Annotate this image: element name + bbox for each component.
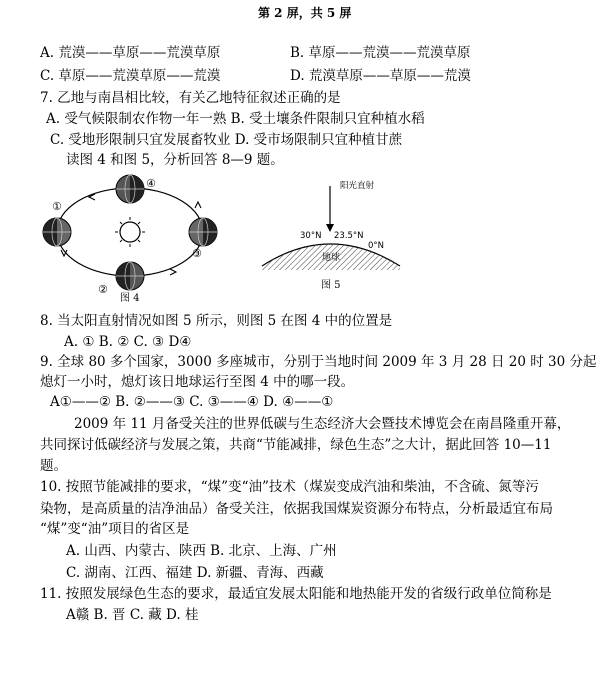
q10-options-cd: C. 湖南、江西、福建 D. 新疆、青海、西藏 xyxy=(66,565,324,581)
read-intro: 读图 4 和图 5，分析回答 8—9 题。 xyxy=(66,152,284,168)
q8-options: A. ① B. ② C. ③ D④ xyxy=(64,334,192,350)
fig4-label-4: ④ xyxy=(146,177,156,190)
fig4-label-3: ③ xyxy=(192,247,202,260)
q6-option-c: C. 草原——荒漠草原——荒漠 xyxy=(40,68,221,84)
q10-line-3: “煤”变“油”项目的省区是 xyxy=(40,521,190,537)
earth-top-icon xyxy=(116,175,144,203)
figure-5-caption: 图 5 xyxy=(321,280,341,291)
q11-stem: 11. 按照发展绿色生态的要求，最适宜发展太阳能和地热能开发的省级行政单位简称是 xyxy=(40,586,552,602)
orbit-arrow-right xyxy=(195,202,201,208)
q10-line-2: 染物，是高质量的洁净油品）备受关注，依据我国煤炭资源分布特点，分析最适宜布局 xyxy=(40,501,553,517)
figure-4-orbit xyxy=(40,172,245,302)
q9-options: A①——② B. ②——③ C. ③——④ D. ④——① xyxy=(50,394,334,410)
sun-ray-arrowhead xyxy=(326,224,334,232)
figure-5-sun-rays xyxy=(256,180,406,290)
q6-option-a: A. 荒漠——草原——荒漠草原 xyxy=(40,45,221,61)
q9-line-1: 9. 全球 80 多个国家，3000 多座城市，分别于当地时间 2009 年 3 月 28 日 20 时 30 分起 xyxy=(40,354,597,370)
fig4-label-2: ② xyxy=(98,283,108,296)
sun-ray-label: 阳光直射 xyxy=(340,181,375,191)
q7-options-ab: A. 受气候限制农作物一年一熟 B. 受土壤条件限制只宜种植水稻 xyxy=(46,111,425,127)
passage-line-1: 2009 年 11 月备受关注的世界低碳与生态经济大会暨技术博览会在南昌隆重开幕， xyxy=(74,416,571,432)
earth-label: 地球 xyxy=(322,253,341,263)
page-header: 第 2 屏，共 5 屏 xyxy=(258,6,352,20)
q10-line-1: 10. 按照节能减排的要求，“煤”变“油”技术（煤炭变成汽油和柴油，不含硫、氮等污 xyxy=(40,479,539,495)
sun-icon xyxy=(115,217,145,247)
q7-options-cd: C. 受地形限制只宜发展畜牧业 D. 受市场限制只宜种植甘蔗 xyxy=(50,132,403,148)
q10-options-ab: A. 山西、内蒙古、陕西 B. 北京、上海、广州 xyxy=(66,543,337,559)
earth-right-icon xyxy=(189,218,217,246)
q8-stem: 8. 当太阳直射情况如图 5 所示，则图 5 在图 4 中的位置是 xyxy=(40,313,393,329)
q7-stem: 7. 乙地与南昌相比较，有关乙地特征叙述正确的是 xyxy=(40,90,341,106)
passage-line-2: 共同探讨低碳经济与发展之策，共商“节能减排，绿色生态”之大计，据此回答 10—11 xyxy=(40,437,552,453)
orbit-arrow-bottom xyxy=(170,269,176,275)
earth-left-icon xyxy=(43,218,71,246)
q9-line-2: 熄灯一小时，熄灯该日地球运行至图 4 中的哪一段。 xyxy=(40,374,355,390)
passage-line-3: 题。 xyxy=(40,458,67,474)
lat-0-label: 0°N xyxy=(368,241,385,251)
q6-option-b: B. 草原——荒漠——荒漠草原 xyxy=(290,45,471,61)
fig4-label-1: ① xyxy=(52,200,62,213)
q6-option-d: D. 荒漠草原——草原——荒漠 xyxy=(290,68,471,84)
earth-bottom-icon xyxy=(116,262,144,290)
lat-235-label: 23.5°N xyxy=(334,231,364,241)
q11-options: A赣 B. 晋 C. 藏 D. 桂 xyxy=(66,607,199,623)
figure-4-caption: 图 4 xyxy=(120,293,140,304)
lat-30-label: 30°N xyxy=(300,231,322,241)
